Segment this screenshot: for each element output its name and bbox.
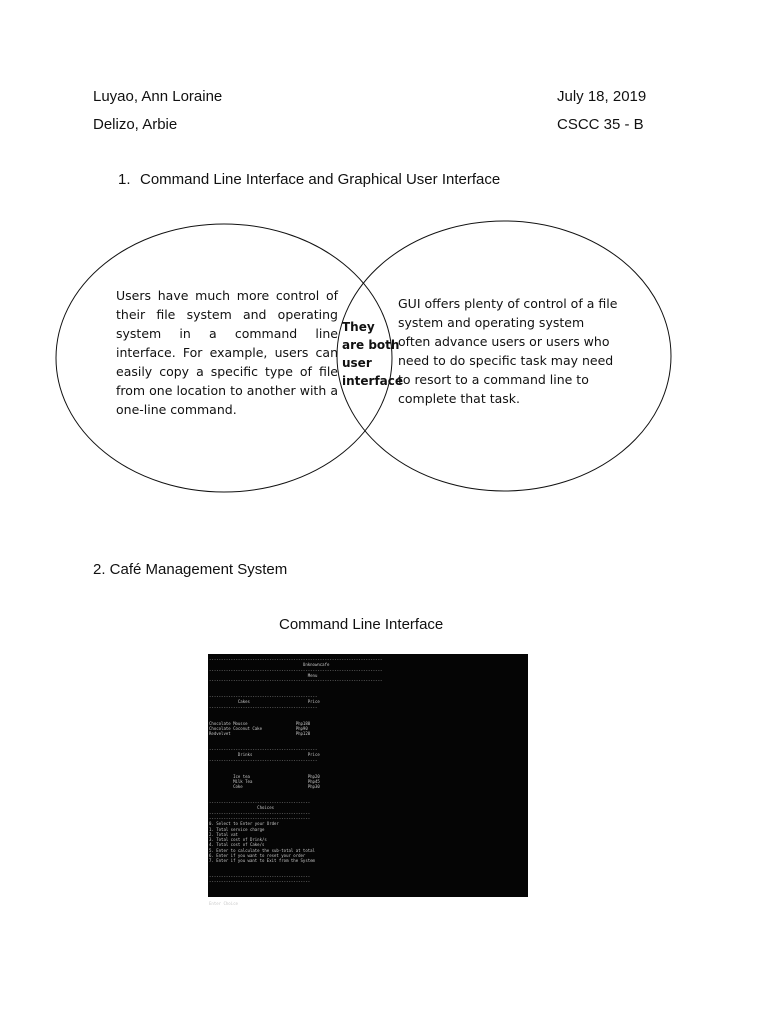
terminal-line: ------------------------------------------ (209, 815, 311, 821)
course-code: CSCC 35 - B (557, 116, 644, 133)
terminal-line: Enter Choice (209, 900, 238, 906)
terminal-line: ------------------------------------------ (209, 800, 311, 806)
terminal-line: Menu (209, 672, 388, 678)
terminal-line: Ice tea Php20 (209, 773, 320, 779)
terminal-line: ------------------------------------------ (209, 879, 311, 885)
terminal-line: --------------------------------------------- (209, 704, 318, 710)
terminal-line: 7. Enter if you want to Exit from the System (209, 858, 315, 864)
section-2-title: 2. Café Management System (93, 561, 288, 578)
author-name-1: Luyao, Ann Loraine (93, 88, 223, 105)
terminal-line: ------------------------------------------------------------------------ (209, 657, 383, 662)
terminal-line: 0. Select to Enter your Order (209, 821, 279, 827)
terminal-line: Redvelvet Php120 (209, 731, 311, 737)
document-date: July 18, 2019 (557, 88, 647, 105)
terminal-line: 5. Enter to calculate the sub-total at total (209, 847, 315, 853)
author-name-2: Delizo, Arbie (93, 116, 178, 133)
terminal-line: ------------------------------------------ (209, 874, 311, 880)
terminal-line: Chocolate Mousse Php180 (209, 720, 311, 726)
venn-left-text: Users have much more control of their file system and operating system in a command line interface. For example, users can easily copy a specific type of file from one location to another with a one-line command. (116, 288, 338, 417)
terminal-line: Choices (209, 805, 275, 811)
terminal-line: ------------------------------------------ (209, 810, 311, 816)
terminal-line: 3. Total cost of Drink/s (209, 837, 267, 843)
terminal-line: Coke Php30 (209, 784, 320, 790)
terminal-line: Unknowncafe (209, 662, 388, 668)
cli-screenshot (208, 654, 528, 906)
terminal-line: Drinks Price (209, 752, 320, 758)
terminal-line: 1. Total service charge (209, 826, 265, 832)
terminal-output (208, 654, 528, 906)
terminal-line: --------------------------------------------- (209, 757, 318, 763)
venn-middle-text: They are both user interface (342, 320, 404, 388)
terminal-line: 2. Total vat (209, 831, 238, 837)
terminal-line: ------------------------------------------------------------------------ (209, 667, 383, 673)
terminal-line: --------------------------------------------- (209, 747, 318, 753)
terminal-line: 6. Enter if you want to reset your order (209, 852, 306, 858)
terminal-line: Milk Tea Php45 (209, 778, 320, 784)
terminal-line: ------------------------------------------------------------------------ (209, 678, 383, 684)
terminal-line: Cakes Price (209, 699, 320, 705)
terminal-line: --------------------------------------------- (209, 694, 318, 700)
terminal-line: 4. Total cost of Cake/s (209, 842, 265, 848)
venn-right-text: GUI offers plenty of control of a file system and operating system often advance users or users who need to do specific task may need to resort to a command line to complete that task. (398, 296, 618, 406)
cli-caption: Command Line Interface (279, 616, 444, 633)
section-1-number: 1. (118, 171, 131, 188)
section-1-title: Command Line Interface and Graphical User Interface (140, 171, 501, 188)
terminal-line: Chocolate Coconut Cake Php90 (209, 725, 308, 731)
